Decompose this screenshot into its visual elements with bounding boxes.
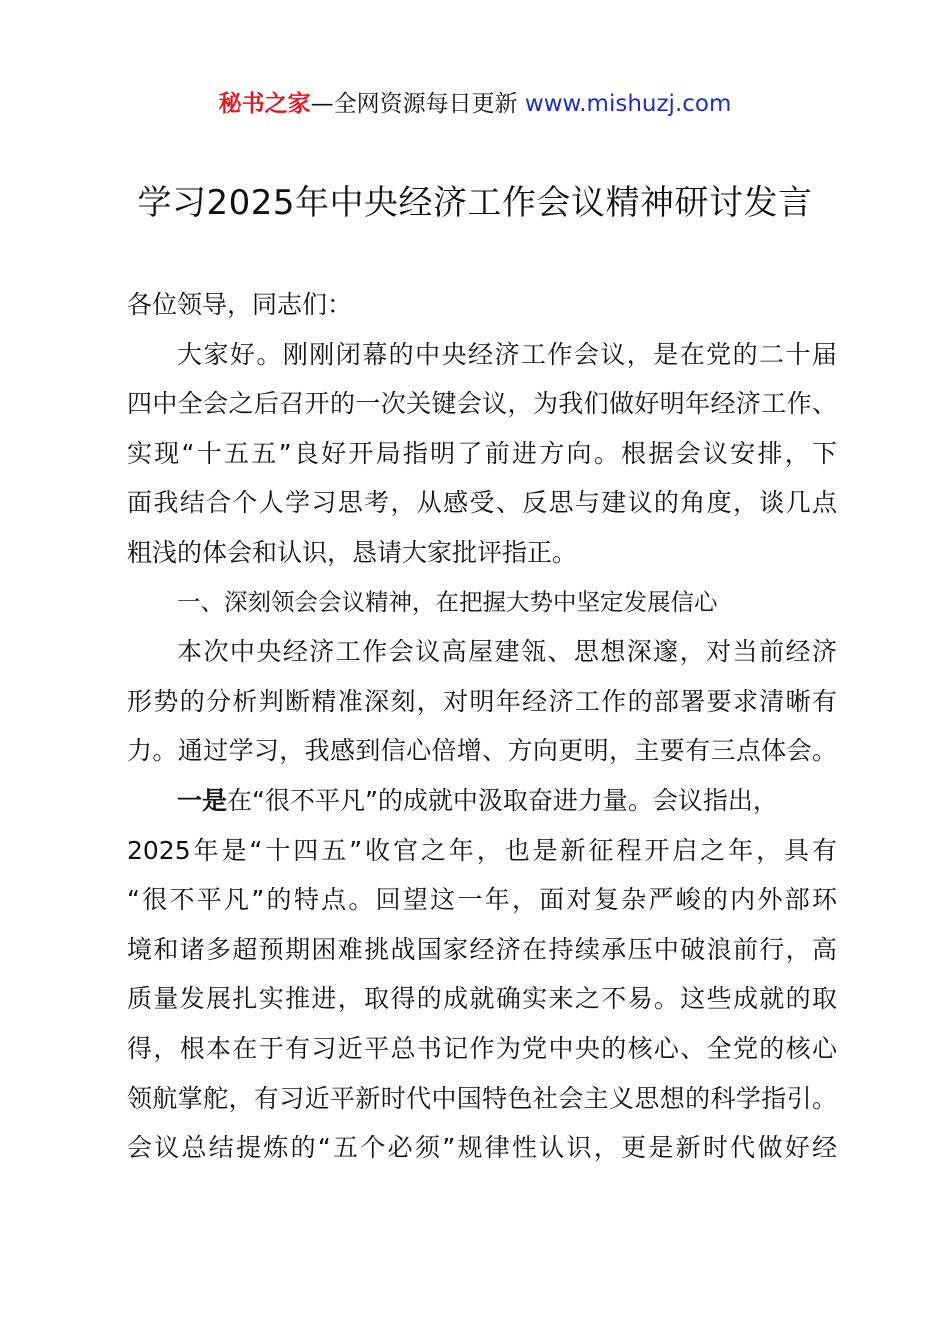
text-line: 面我结合个人学习思考，从感受、反思与建议的角度，谈几点 [127, 488, 837, 518]
text-line: 本次中央经济工作会议高屋建瓴、思想深邃，对当前经济 [177, 637, 837, 667]
text-line: 得，根本在于有习近平总书记作为党中央的核心、全党的核心 [127, 1033, 837, 1063]
bold-lead: 一是 [177, 785, 228, 815]
text-line: 实现“十五五”良好开局指明了前进方向。根据会议安排，下 [127, 438, 837, 468]
document-body [127, 280, 837, 1173]
brand-name[interactable]: 秘书之家 [218, 91, 311, 117]
text-line: 形势的分析判断精准深刻，对明年经济工作的部署要求清晰有 [127, 686, 837, 716]
text-line: 四中全会之后召开的一次关键会议，为我们做好明年经济工作、 [127, 389, 837, 419]
site-header [0, 88, 950, 120]
text-line: 领航掌舵，有习近平新时代中国特色社会主义思想的科学指引。 [127, 1083, 837, 1113]
text-line: “很不平凡”的特点。回望这一年，面对复杂严峻的内外部环 [127, 885, 837, 915]
point-one-text: 在“很不平凡”的成就中汲取奋进力量。会议指出， [227, 785, 778, 815]
section-heading: 一、深刻领会会议精神，在把握大势中坚定发展信心 [177, 587, 718, 616]
salutation-line: 各位领导，同志们： [127, 290, 353, 319]
point-one-line [127, 776, 837, 826]
header-tagline: —全网资源每日更新 [310, 91, 525, 117]
text-line: 力。通过学习，我感到信心倍增、方向更明，主要有三点体会。 [127, 736, 837, 766]
text-line: 2025年是“十四五”收官之年，也是新征程开启之年，具有 [127, 835, 837, 865]
text-line: 质量发展扎实推进，取得的成就确实来之不易。这些成就的取 [127, 984, 837, 1014]
text-line: 大家好。刚刚闭幕的中央经济工作会议，是在党的二十届 [177, 339, 837, 369]
text-line: 会议总结提炼的“五个必须”规律性认识，更是新时代做好经 [127, 1133, 837, 1163]
text-line: 境和诸多超预期困难挑战国家经济在持续承压中破浪前行，高 [127, 934, 837, 964]
document-title: 学习2025年中央经济工作会议精神研讨发言 [137, 183, 813, 223]
text-line: 粗浅的体会和认识，恳请大家批评指正。 [127, 537, 578, 567]
site-url-link[interactable]: www.mishuzj.com [524, 91, 732, 117]
